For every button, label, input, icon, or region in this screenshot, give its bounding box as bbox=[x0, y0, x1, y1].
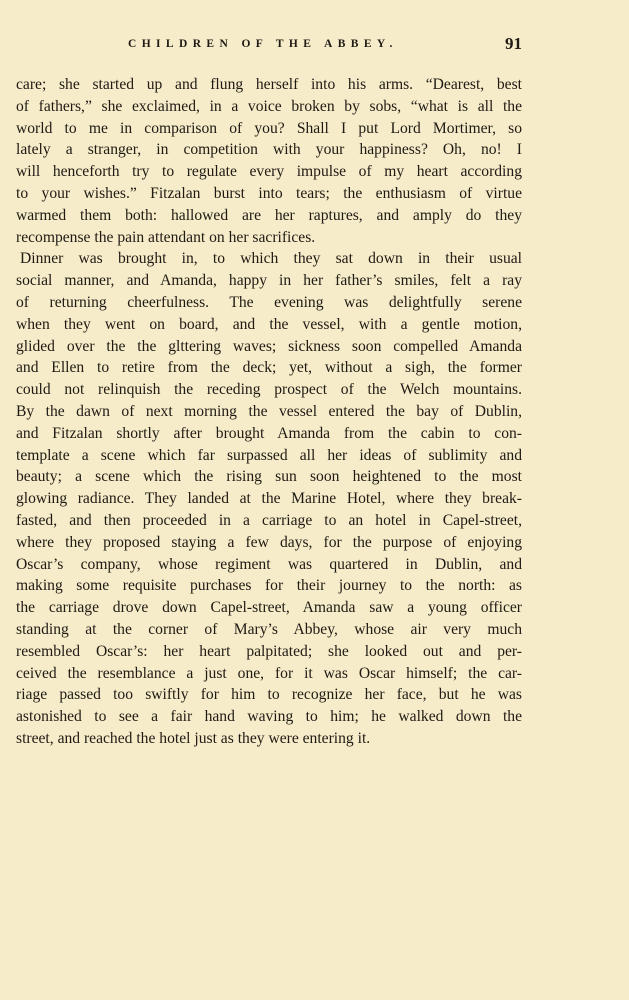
text-line: astonished to see a fair hand waving to him; he walked down the bbox=[16, 708, 522, 726]
text-line: social manner, and Amanda, happy in her father’s smiles, felt a ray bbox=[16, 272, 522, 290]
page-number: 91 bbox=[505, 34, 522, 53]
text-line: will henceforth try to regulate every impulse of my heart according bbox=[16, 163, 522, 181]
text-line: when they went on board, and the vessel, with a gentle motion, bbox=[16, 315, 522, 333]
text-line: template a scene which far surpassed all her ideas of sublimity and bbox=[16, 446, 522, 464]
text-line: beauty; a scene which the rising sun soon heightened to the most bbox=[16, 468, 522, 486]
text-line: to your wishes.” Fitzalan burst into tears; the enthusiasm of virtue bbox=[16, 184, 522, 202]
text-line: warmed them both: hallowed are her raptures, and amply do they bbox=[16, 206, 522, 224]
text-line: street, and reached the hotel just as they were entering it. bbox=[16, 729, 371, 747]
text-line: resembled Oscar’s: her heart palpitated; she looked out and per- bbox=[16, 642, 522, 660]
text-line: Oscar’s company, whose regiment was quartered in Dublin, and bbox=[16, 555, 522, 573]
text-line: making some requisite purchases for their journey to the north: as bbox=[16, 577, 522, 595]
text-line: care; she started up and flung herself into his arms. “Dearest, best bbox=[16, 76, 522, 93]
text-line: could not relinquish the receding prospect of the Welch mountains. bbox=[16, 381, 522, 399]
text-line: ceived the resemblance a just one, for it was Oscar himself; the car- bbox=[16, 664, 522, 682]
text-line: riage passed too swiftly for him to recognize her face, but he was bbox=[16, 686, 522, 704]
text-line: Dinner was brought in, to which they sat down in their usual bbox=[20, 250, 522, 268]
text-line: where they proposed staying a few days, for the purpose of enjoying bbox=[16, 533, 522, 551]
text-line: fasted, and then proceeded in a carriage to an hotel in Capel-street, bbox=[16, 511, 522, 529]
text-line: of returning cheerfulness. The evening was delightfully serene bbox=[16, 293, 522, 311]
text-line: world to me in comparison of you? Shall I put Lord Mortimer, so bbox=[16, 119, 522, 137]
text-line: recompense the pain attendant on her sacrifices. bbox=[16, 228, 316, 246]
text-line: By the dawn of next morning the vessel entered the bay of Dublin, bbox=[16, 402, 522, 420]
running-head bbox=[0, 36, 629, 58]
text-line: the carriage drove down Capel-street, Amanda saw a young officer bbox=[16, 599, 522, 617]
text-line: and Ellen to retire from the deck; yet, without a sigh, the former bbox=[16, 359, 522, 377]
text-line: of fathers,” she exclaimed, in a voice broken by sobs, “what is all the bbox=[16, 97, 522, 115]
text-line: glowing radiance. They landed at the Marine Hotel, where they break- bbox=[16, 490, 522, 508]
text-line: glided over the the glttering waves; sickness soon compelled Amanda bbox=[16, 337, 522, 355]
running-title: CHILDREN OF THE ABBEY. bbox=[128, 38, 398, 50]
body-text bbox=[16, 74, 522, 750]
text-line: and Fitzalan shortly after brought Amanda from the cabin to con- bbox=[16, 424, 522, 442]
text-line: lately a stranger, in competition with your happiness? Oh, no! I bbox=[16, 141, 522, 159]
text-line: standing at the corner of Mary’s Abbey, whose air very much bbox=[16, 620, 522, 638]
